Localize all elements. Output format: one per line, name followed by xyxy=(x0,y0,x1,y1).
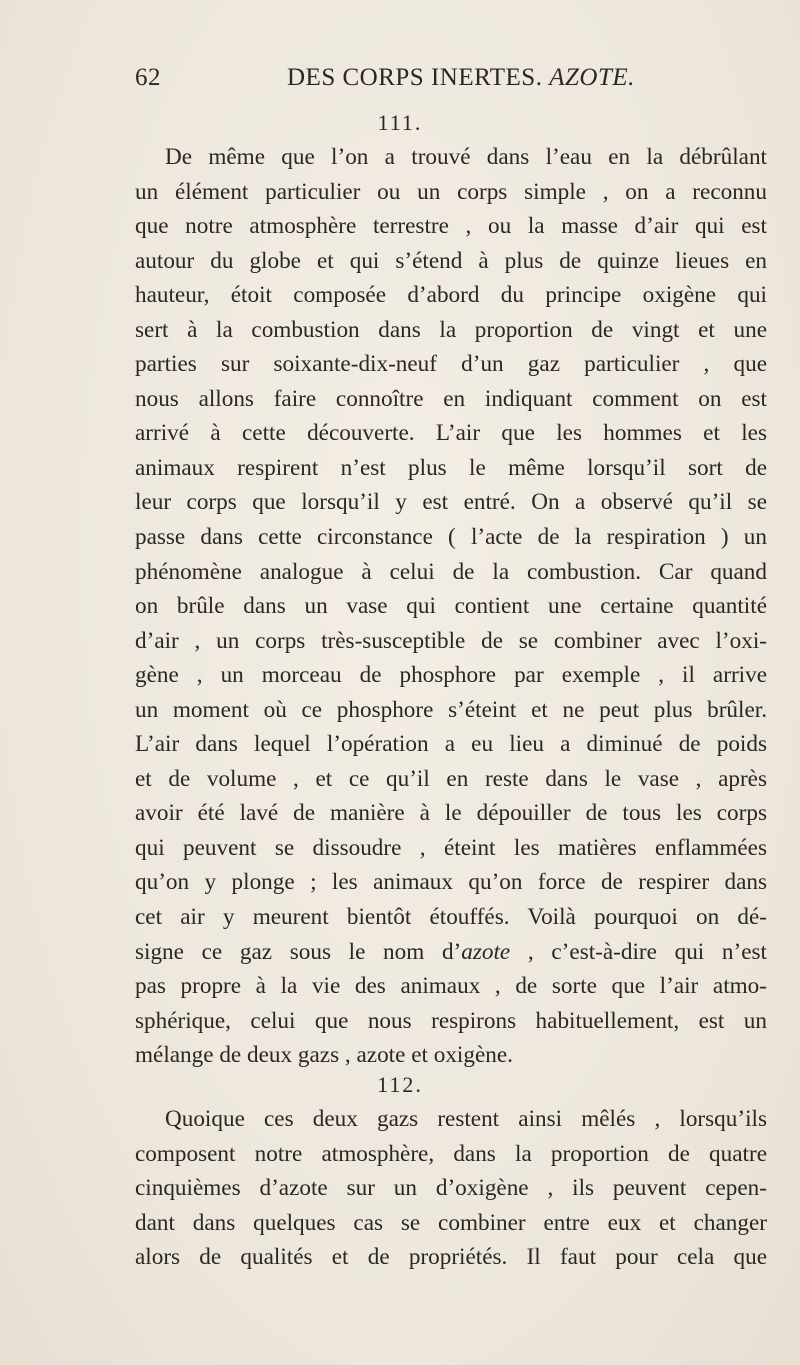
text-line: que notre atmosphère terrestre , ou la masse d’air qui est xyxy=(135,213,767,240)
text-line: cinquièmes d’azote sur un d’oxigène , ils peuvent cepen- xyxy=(135,1175,767,1202)
text-line: qui peuvent se dissoudre , éteint les matières enflammées xyxy=(135,834,767,861)
page-number: 62 xyxy=(135,64,161,91)
text-line: phénomène analogue à celui de la combustion. Car quand xyxy=(135,558,767,585)
text-line-with-italic xyxy=(135,935,767,970)
text-line: leur corps que lorsqu’il y est entré. On a observé qu’il se xyxy=(135,489,767,516)
text-line: De même que l’on a trouvé dans l’eau en la débrûlant xyxy=(165,144,767,170)
running-title-subject: AZOTE. xyxy=(549,64,635,91)
text-line: sert à la combustion dans la proportion de vingt et une xyxy=(135,316,767,343)
text-line: un moment où ce phosphore s’éteint et ne peut plus brûler. xyxy=(135,696,767,723)
italic-term-azote: azote xyxy=(461,938,511,965)
text-line: alors de qualités et de propriétés. Il faut pour cela que xyxy=(135,1244,767,1271)
line-start: signe ce gaz sous le nom d’ xyxy=(135,938,462,965)
running-title-main: DES CORPS INERTES. xyxy=(287,64,543,91)
line-end: , c’est-à-dire qui n’est xyxy=(510,938,767,965)
text-line: L’air dans lequel l’opération a eu lieu a diminué de poids xyxy=(135,731,767,758)
text-line: cet air y meurent bientôt étouffés. Voilà pourquoi on dé- xyxy=(135,904,767,931)
text-line: d’air , un corps très-susceptible de se combiner avec l’oxi- xyxy=(135,627,767,654)
text-line: Quoique ces deux gazs restent ainsi mêlés , lorsqu’ils xyxy=(165,1106,767,1132)
text-line: qu’on y plonge ; les animaux qu’on force de respirer dans xyxy=(135,869,767,896)
text-line: un élément particulier ou un corps simple , on a reconnu xyxy=(135,178,767,205)
text-line: composent notre atmosphère, dans la proportion de quatre xyxy=(135,1140,767,1167)
paragraph-111 xyxy=(135,140,767,1073)
text-line: et de volume , et ce qu’il en reste dans le vase , après xyxy=(135,765,767,792)
text-line: on brûle dans un vase qui contient une certaine quantité xyxy=(135,593,767,620)
running-title xyxy=(287,64,635,92)
text-line: mélange de deux gazs , azote et oxigène. xyxy=(135,1042,513,1069)
text-line: nous allons faire connoître en indiquant comment on est xyxy=(135,385,767,412)
text-line: sphérique, celui que nous respirons habituellement, est un xyxy=(135,1007,767,1034)
text-line: dant dans quelques cas se combiner entre eux et changer xyxy=(135,1209,767,1236)
text-line: pas propre à la vie des animaux , de sorte que l’air atmo- xyxy=(135,973,767,1000)
text-line: gène , un morceau de phosphore par exemple , il arrive xyxy=(135,662,767,689)
text-line: autour du globe et qui s’étend à plus de quinze lieues en xyxy=(135,247,767,274)
text-line: arrivé à cette découverte. L’air que les hommes et les xyxy=(135,420,767,447)
text-line: animaux respirent n’est plus le même lorsqu’il sort de xyxy=(135,454,767,481)
text-line: hauteur, étoit composée d’abord du principe oxigène qui xyxy=(135,282,767,309)
text-line: passe dans cette circonstance ( l’acte de la respiration ) un xyxy=(135,524,767,551)
section-number-111: 111. xyxy=(377,110,423,135)
text-line: parties sur soixante-dix-neuf d’un gaz particulier , que xyxy=(135,351,767,378)
paragraph-112 xyxy=(135,1102,767,1275)
text-line: avoir été lavé de manière à le dépouiller de tous les corps xyxy=(135,800,767,827)
section-number-112: 112. xyxy=(377,1072,423,1097)
running-head xyxy=(135,64,755,98)
